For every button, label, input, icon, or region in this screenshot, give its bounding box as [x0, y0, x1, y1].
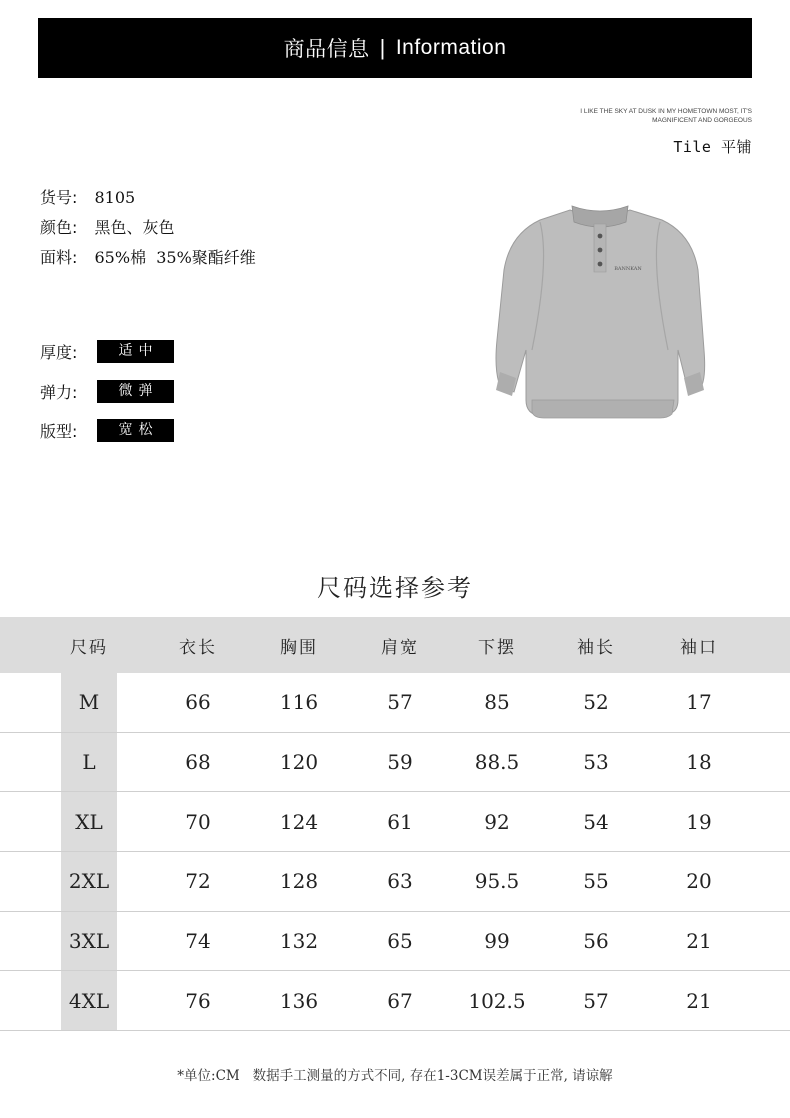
- table-cell: 124: [279, 809, 319, 834]
- table-cell: 120: [279, 750, 319, 775]
- table-cell: 52: [583, 690, 609, 715]
- button: [598, 262, 603, 267]
- table-header-cell: 袖口: [680, 637, 718, 658]
- size-table: [0, 617, 790, 1031]
- tagline: [492, 107, 752, 125]
- size-label: 3XL: [68, 929, 110, 954]
- table-cell: 20: [686, 869, 712, 894]
- chest-print: BANNKAN: [614, 266, 642, 272]
- table-cell: 68: [185, 750, 211, 775]
- table-cell: 57: [583, 988, 609, 1013]
- size-table-header: [0, 617, 790, 673]
- garment-image: [492, 200, 708, 428]
- table-cell: 63: [387, 869, 413, 894]
- table-cell: 66: [185, 690, 211, 715]
- spec-item-number: [40, 185, 135, 208]
- table-cell: 55: [583, 869, 609, 894]
- table-cell: 132: [279, 929, 319, 954]
- table-row: [0, 971, 790, 1031]
- table-cell: 88.5: [474, 750, 520, 775]
- table-header-cell: 肩宽: [381, 637, 419, 658]
- sweatshirt-hem-rib: [532, 400, 674, 418]
- table-cell: 54: [583, 809, 609, 834]
- button: [598, 234, 603, 239]
- table-cell: 56: [583, 929, 609, 954]
- attr-key: 弹力:: [40, 383, 78, 402]
- size-label: 4XL: [68, 988, 110, 1013]
- attr-fit: [40, 419, 174, 442]
- table-cell: 19: [686, 809, 712, 834]
- table-cell: 85: [484, 690, 510, 715]
- table-header-cell: 下摆: [478, 637, 516, 658]
- table-cell: 128: [279, 869, 319, 894]
- table-row: [0, 852, 790, 912]
- button: [598, 248, 603, 253]
- table-cell: 74: [185, 929, 211, 954]
- spec-value: 8105: [94, 188, 136, 207]
- table-header-cell: 尺码: [70, 637, 108, 658]
- header-bar: [38, 18, 752, 78]
- table-cell: 57: [387, 690, 413, 715]
- spec-key: 货号:: [40, 188, 78, 207]
- table-cell: 116: [279, 690, 319, 715]
- table-cell: 102.5: [468, 988, 526, 1013]
- attr-tag: 适中: [97, 340, 174, 363]
- table-cell: 99: [484, 929, 510, 954]
- attr-thickness: [40, 340, 174, 363]
- size-table-body: [0, 673, 790, 1031]
- tagline-line-2: MAGNIFICENT AND GORGEOUS: [652, 117, 752, 124]
- spec-key: 面料:: [40, 248, 78, 267]
- table-cell: 76: [185, 988, 211, 1013]
- header-title-cn: 商品信息: [283, 38, 370, 61]
- spec-key: 颜色:: [40, 218, 78, 237]
- spec-color: [40, 215, 175, 238]
- table-cell: 53: [583, 750, 609, 775]
- table-row: [0, 673, 790, 733]
- attr-key: 厚度:: [40, 343, 78, 362]
- table-cell: 67: [387, 988, 413, 1013]
- size-label: L: [82, 750, 96, 775]
- table-cell: 65: [387, 929, 413, 954]
- table-cell: 17: [686, 690, 712, 715]
- footnote: *单位:CM 数据手工测量的方式不同, 存在1-3CM误差属于正常, 请谅解: [177, 1068, 613, 1084]
- table-row: [0, 792, 790, 852]
- table-cell: 72: [185, 869, 211, 894]
- table-cell: 136: [279, 988, 319, 1013]
- table-cell: 70: [185, 809, 211, 834]
- table-header-cell: 胸围: [280, 637, 318, 658]
- table-cell: 21: [686, 929, 712, 954]
- size-label: 2XL: [68, 869, 110, 894]
- table-row: [0, 912, 790, 972]
- table-cell: 95.5: [474, 869, 520, 894]
- table-cell: 92: [484, 809, 510, 834]
- attr-elasticity: [40, 380, 174, 403]
- spec-value: 黑色、灰色: [94, 218, 175, 237]
- table-cell: 61: [387, 809, 413, 834]
- spec-value: 65%棉 35%聚酯纤维: [94, 248, 256, 267]
- spec-fabric: [40, 245, 256, 268]
- attr-tag: 宽松: [97, 419, 174, 442]
- size-label: M: [78, 690, 100, 715]
- header-separator: |: [379, 35, 386, 60]
- tagline-line-1: I LIKE THE SKY AT DUSK IN MY HOMETOWN MOST, IT'S: [580, 108, 752, 115]
- table-row: [0, 733, 790, 793]
- table-cell: 59: [387, 750, 413, 775]
- table-cell: 18: [686, 750, 712, 775]
- attr-key: 版型:: [40, 422, 78, 441]
- size-label: XL: [75, 809, 103, 834]
- table-header-cell: 袖长: [577, 637, 615, 658]
- size-chart-title: 尺码选择参考: [317, 575, 473, 602]
- header-title-en: Information: [395, 36, 507, 59]
- table-cell: 21: [686, 988, 712, 1013]
- tile-label: Tile 平铺: [673, 138, 752, 156]
- table-header-cell: 衣长: [179, 637, 217, 658]
- attr-tag: 微弹: [97, 380, 174, 403]
